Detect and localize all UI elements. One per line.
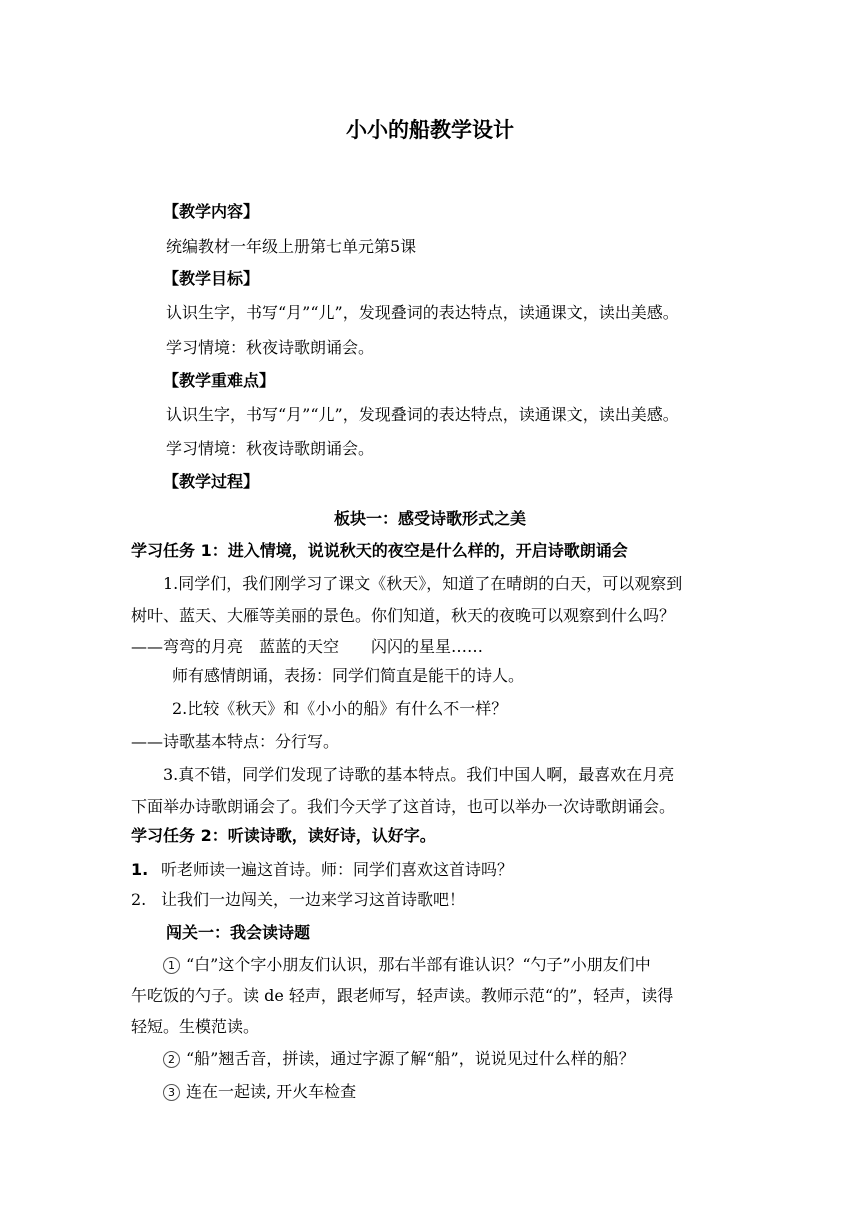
level1-heading: 闯关一：我会读诗题 — [166, 923, 311, 942]
paragraph-2: 师有感情朗诵，表扬：同学们简直是能干的诗人。 — [172, 666, 525, 685]
circled-item-1-line-1 — [163, 955, 651, 975]
content-text: 统编教材一年级上册第七单元第5课 — [166, 237, 417, 256]
circled-number-1-icon: 1 — [163, 957, 180, 974]
task2-heading: 学习任务 2：听读诗歌，读好诗，认好字。 — [131, 826, 436, 845]
circled-item-1-line-3: 轻短。生模范读。 — [131, 1017, 260, 1036]
circled-item-2 — [163, 1049, 635, 1069]
list-item-2 — [131, 890, 466, 910]
key-points-line-1: 认识生字，书写“月”“儿”，发现叠词的表达特点，读通课文，读出美感。 — [166, 405, 679, 424]
page-title: 小小的船教学设计 — [346, 118, 514, 142]
circled-item-2-text: “船”翘舌音，拼读，通过字源了解“船”，说说见过什么样的船？ — [186, 1049, 635, 1068]
key-points-heading: 【教学重难点】 — [163, 371, 276, 390]
key-points-line-2: 学习情境：秋夜诗歌朗诵会。 — [166, 439, 375, 458]
circled-number-3-icon: 3 — [163, 1084, 180, 1101]
circled-item-1-line-2: 午吃饭的勺子。读 de 轻声，跟老师写，轻声读。教师示范“的”，轻声，读得 — [131, 986, 674, 1005]
list-text-2: 让我们一边闯关，一边来学习这首诗歌吧！ — [161, 890, 466, 909]
paragraph-4: ——诗歌基本特点：分行写。 — [131, 732, 340, 751]
process-heading: 【教学过程】 — [163, 472, 260, 491]
block1-heading: 板块一：感受诗歌形式之美 — [333, 509, 526, 528]
paragraph-5-line-2: 下面举办诗歌朗诵会了。我们今天学了这首诗，也可以举办一次诗歌朗诵会。 — [131, 797, 676, 816]
list-number-2: 2. — [131, 890, 147, 909]
paragraph-1-line-3: ——弯弯的月亮 蓝蓝的天空 闪闪的星星…… — [131, 637, 484, 656]
paragraph-5-line-1: 3.真不错，同学们发现了诗歌的基本特点。我们中国人啊，最喜欢在月亮 — [163, 765, 675, 784]
content-heading: 【教学内容】 — [163, 202, 260, 221]
circled-item-3-text: 连在一起读, 开火车检查 — [186, 1082, 357, 1101]
task1-heading: 学习任务 1：进入情境，说说秋天的夜空是什么样的，开启诗歌朗诵会 — [131, 541, 628, 560]
circled-number-2-icon: 2 — [163, 1051, 180, 1068]
paragraph-1-line-2: 树叶、蓝天、大雁等美丽的景色。你们知道，秋天的夜晚可以观察到什么吗？ — [131, 606, 676, 625]
circled-item-1-text: “白”这个字小朋友们认识，那右半部有谁认识？“勺子”小朋友们中 — [186, 955, 651, 974]
circled-item-3 — [163, 1082, 356, 1102]
goals-heading: 【教学目标】 — [163, 269, 260, 288]
list-number-1: 1. — [131, 860, 149, 879]
paragraph-3: 2.比较《秋天》和《小小的船》有什么不一样？ — [172, 699, 508, 718]
goals-line-2: 学习情境：秋夜诗歌朗诵会。 — [166, 338, 375, 357]
goals-line-1: 认识生字，书写“月”“儿”，发现叠词的表达特点，读通课文，读出美感。 — [166, 303, 679, 322]
list-item-1 — [131, 860, 514, 880]
paragraph-1-line-1: 1.同学们，我们刚学习了课文《秋天》，知道了在晴朗的白天，可以观察到 — [163, 574, 683, 593]
list-text-1: 听老师读一遍这首诗。师：同学们喜欢这首诗吗？ — [161, 860, 514, 879]
